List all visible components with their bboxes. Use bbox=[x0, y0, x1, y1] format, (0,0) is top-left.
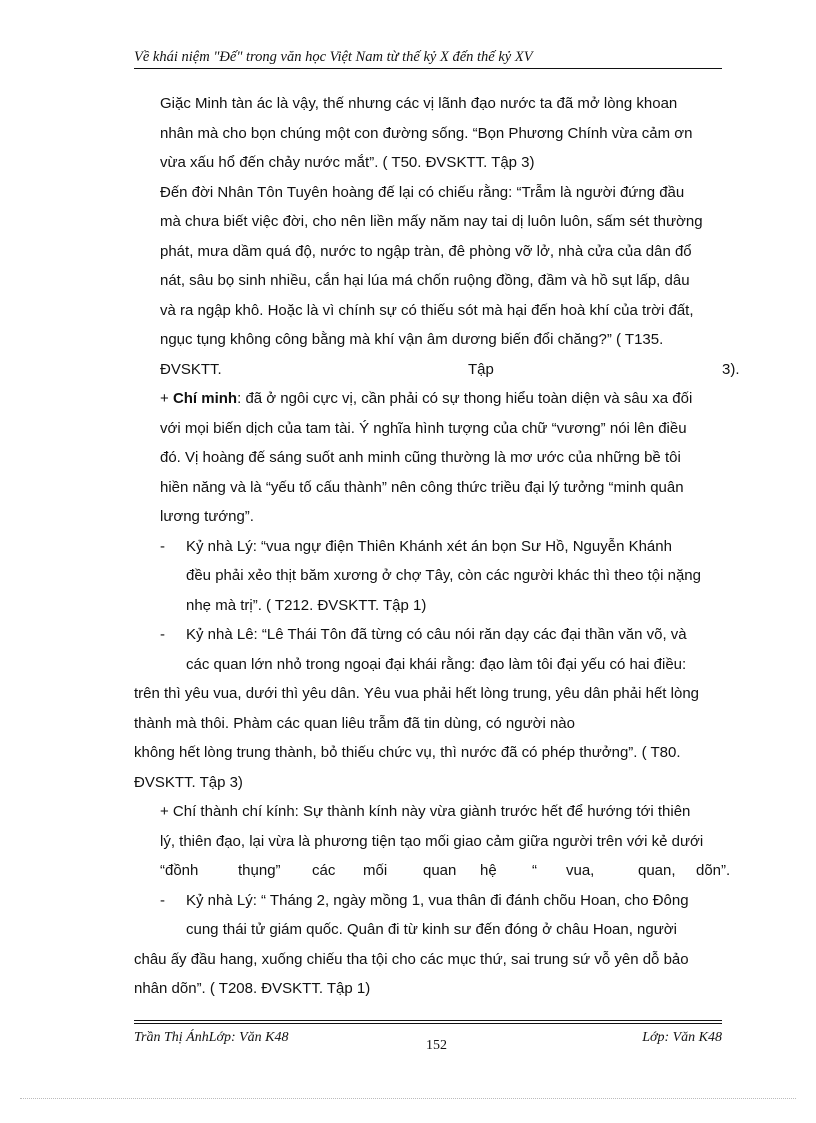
list-dash: - bbox=[160, 892, 165, 909]
text-line: quan bbox=[423, 862, 457, 879]
text-line: hiền năng và là “yếu tố cấu thành” nên công thức triều đại lý tưởng “minh quân bbox=[160, 479, 684, 496]
text-line: nát, sâu bọ sinh nhiều, cắn hại lúa má chốn ruộng đồng, đầm và hồ sụt lấp, dâu bbox=[160, 272, 690, 289]
text-line: châu ấy đầu hang, xuống chiếu tha tội cho các mục thứ, sai trung sứ vỗ yên dỗ bảo bbox=[134, 951, 689, 968]
text-line: Kỷ nhà Lý: “ Tháng 2, ngày mồng 1, vua thân đi đánh chõu Hoan, cho Đông bbox=[186, 892, 689, 909]
text-line: “ bbox=[532, 862, 537, 879]
text-line: với mọi biến dịch của tam tài. Ý nghĩa hình tượng của chữ “vương” nói lên điều bbox=[160, 420, 687, 437]
text-line: vừa xấu hổ đến chảy nước mắt”. ( T50. ĐVSKTT. Tập 3) bbox=[160, 154, 535, 171]
text-line: thành mà thôi. Phàm các quan liêu trẫm đã tin dùng, có người nào bbox=[134, 715, 575, 732]
text-line: lý, thiên đạo, lại vừa là phương tiện tạo mối giao cảm giữa người trên với kẻ dưới bbox=[160, 833, 704, 850]
header-rule bbox=[134, 68, 722, 69]
text-line: đều phải xẻo thịt băm xương ở chợ Tây, còn các người khác thì theo tội nặng bbox=[186, 567, 701, 584]
text-line: “đồnh bbox=[160, 862, 199, 879]
document-title: Về khái niệm "Đế" trong văn học Việt Nam từ thế kỷ X đến thế kỷ XV bbox=[134, 49, 533, 65]
footer-rule bbox=[134, 1020, 722, 1021]
text-line: phát, mưa dầm quá độ, nước to ngập tràn, đê phòng vỡ lở, nhà cửa của dân đổ bbox=[160, 243, 692, 260]
footer-class: Lớp: Văn K48 bbox=[642, 1030, 722, 1045]
text-line: + Chí thành chí kính: Sự thành kính này vừa giành trước hết để hướng tới thiên bbox=[160, 803, 691, 820]
text-line: mà chưa biết việc đời, cho nên liền mấy năm nay tai dị luôn luôn, sấm sét thường bbox=[160, 213, 703, 230]
text-line: ĐVSKTT. bbox=[160, 361, 222, 378]
text-line: ĐVSKTT. Tập 3) bbox=[134, 774, 243, 791]
bullet-plus: + bbox=[160, 390, 173, 407]
list-dash: - bbox=[160, 538, 165, 555]
text-line: nhân mà cho bọn chúng một con đường sống. “Bọn Phương Chính vừa cảm ơn bbox=[160, 125, 693, 142]
text-line: quan, bbox=[638, 862, 676, 879]
text-line: hệ bbox=[480, 862, 497, 879]
page-header bbox=[134, 48, 722, 66]
list-dash: - bbox=[160, 626, 165, 643]
text-line: Giặc Minh tàn ác là vậy, thế nhưng các vị lãnh đạo nước ta đã mở lòng khoan bbox=[160, 95, 678, 112]
footer-rule bbox=[134, 1023, 722, 1024]
text-line: Đến đời Nhân Tôn Tuyên hoàng đế lại có chiếu rằng: “Trẫm là người đứng đầu bbox=[160, 184, 685, 201]
text-line: 3). bbox=[722, 361, 740, 378]
text-line: thụng” bbox=[238, 862, 281, 879]
footer-author: Trần Thị ÁnhLớp: Văn K48 bbox=[134, 1030, 289, 1045]
text-line: nhân dõn”. ( T208. ĐVSKTT. Tập 1) bbox=[134, 980, 371, 997]
heading-chi-minh: Chí minh bbox=[172, 390, 238, 407]
text-line: các quan lớn nhỏ trong ngoại đại khái rằng: đạo làm tôi đại yếu có hai điều: bbox=[186, 656, 687, 673]
text-line: các bbox=[312, 862, 336, 879]
text-line: lương tướng”. bbox=[160, 508, 254, 525]
text-line: Tập bbox=[468, 361, 494, 378]
text-segment: : đã ở ngôi cực vị, cần phải có sự thong hiểu toàn diện và sâu xa đối bbox=[237, 390, 693, 407]
text-line: cung thái tử giám quốc. Quân đi từ kinh sư đến đóng ở châu Hoan, người bbox=[186, 921, 677, 938]
text-line: và ra ngập khô. Hoặc là vì chính sự có thiếu sót mà hại đến hoà khí của trời đất, bbox=[160, 302, 694, 319]
text-line: vua, bbox=[566, 862, 595, 879]
text-line: trên thì yêu vua, dưới thì yêu dân. Yêu vua phải hết lòng trung, yêu dân phải hết lòng bbox=[134, 685, 699, 702]
text-line: ngục tụng không công bằng mà khí vận âm dương biến đổi chăng?” ( T135. bbox=[160, 331, 664, 348]
text-line bbox=[160, 388, 692, 410]
text-line: không hết lòng trung thành, bỏ thiếu chức vụ, thì nước đã có phép thưởng”. ( T80. bbox=[134, 744, 681, 761]
text-line: Kỷ nhà Lý: “vua ngự điện Thiên Khánh xét án bọn Sư Hồ, Nguyễn Khánh bbox=[186, 538, 672, 555]
text-line: Kỷ nhà Lê: “Lê Thái Tôn đã từng có câu nói răn dạy các đại thần văn võ, và bbox=[186, 626, 687, 643]
page-edge-divider bbox=[20, 1098, 796, 1099]
text-line: nhẹ mà trị”. ( T212. ĐVSKTT. Tập 1) bbox=[186, 597, 427, 614]
page-number: 152 bbox=[426, 1038, 447, 1053]
text-line: mối bbox=[363, 862, 388, 879]
text-line: dõn”. bbox=[696, 862, 731, 879]
text-line: đó. Vị hoàng đế sáng suốt anh minh cũng thường là mơ ước của những bề tôi bbox=[160, 449, 681, 466]
